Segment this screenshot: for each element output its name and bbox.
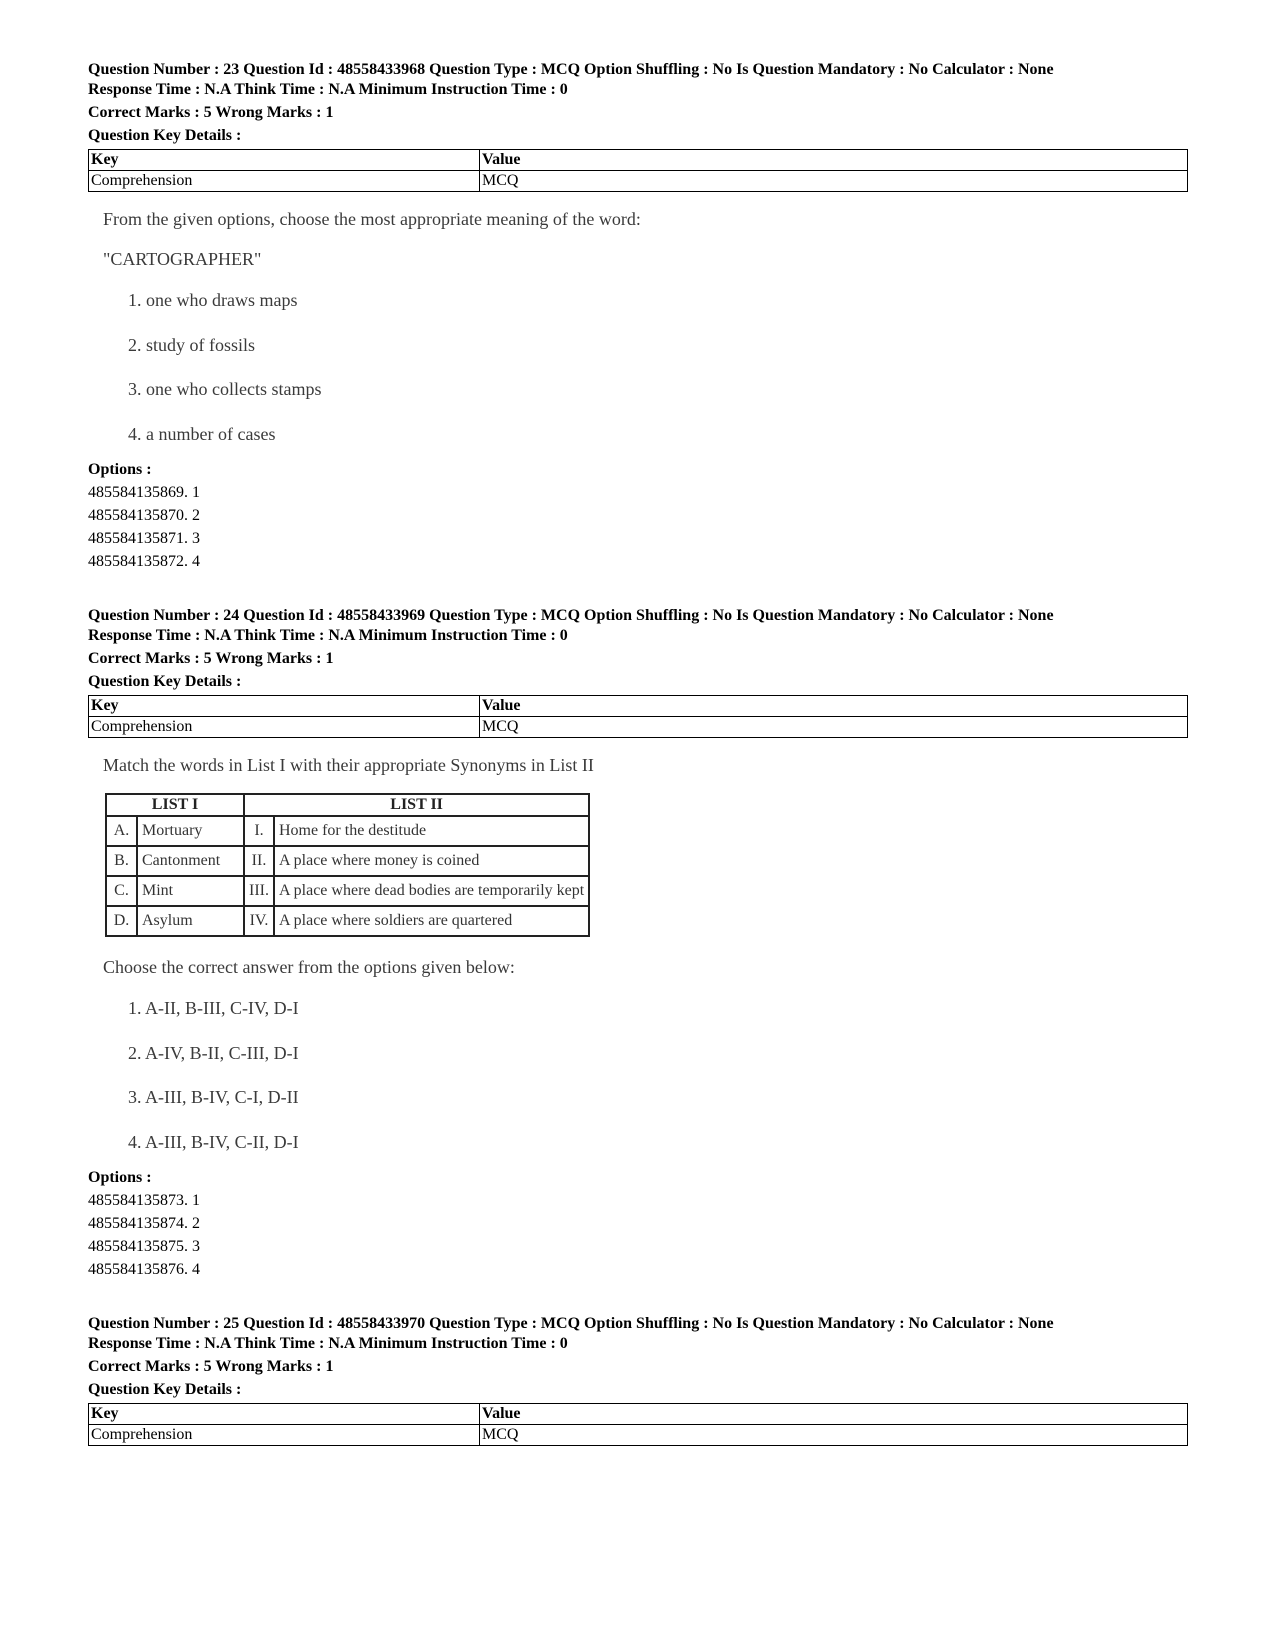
match-row	[106, 846, 589, 876]
match-row	[106, 906, 589, 936]
option-item: 485584135873. 1	[88, 1192, 200, 1209]
meta-line-1: Question Number : 25 Question Id : 48558433970 Question Type : MCQ Option Shuffling : No Is Question Mandatory : No Calculator : None	[88, 1315, 1054, 1332]
marks-line: Correct Marks : 5 Wrong Marks : 1	[88, 1358, 334, 1375]
meta-line-2: Response Time : N.A Think Time : N.A Minimum Instruction Time : 0	[88, 1335, 568, 1352]
choice-item: 3. A-III, B-IV, C-I, D-II	[128, 1087, 299, 1107]
question-meta	[88, 606, 1188, 646]
marks-line: Correct Marks : 5 Wrong Marks : 1	[88, 650, 334, 667]
list-2-description: A place where money is coined	[274, 846, 589, 876]
list-2-description: Home for the destitude	[274, 816, 589, 846]
choice-item: 3. one who collects stamps	[128, 379, 322, 399]
option-item: 485584135872. 4	[88, 553, 200, 570]
key-details-table	[88, 1403, 1188, 1446]
list-2-numeral: III.	[244, 876, 274, 906]
choice-item: 2. A-IV, B-II, C-III, D-I	[128, 1042, 299, 1063]
question-instruction: Choose the correct answer from the options given below:	[103, 957, 515, 977]
key-header: Key	[89, 150, 480, 171]
meta-line-2: Response Time : N.A Think Time : N.A Minimum Instruction Time : 0	[88, 627, 568, 644]
option-item: 485584135871. 3	[88, 530, 200, 547]
question-meta	[88, 1314, 1188, 1354]
list-1-letter: D.	[106, 906, 137, 936]
question-23	[88, 60, 1188, 573]
value-header: Value	[480, 150, 1188, 171]
list-2-description: A place where dead bodies are temporarily kept	[274, 876, 589, 906]
list-1-word: Mint	[137, 876, 244, 906]
key-header: Key	[89, 1404, 480, 1425]
list-2-numeral: IV.	[244, 906, 274, 936]
option-item: 485584135869. 1	[88, 484, 200, 501]
value-cell: MCQ	[480, 171, 1188, 192]
key-cell: Comprehension	[89, 171, 480, 192]
key-cell: Comprehension	[89, 1425, 480, 1446]
marks-line: Correct Marks : 5 Wrong Marks : 1	[88, 104, 334, 121]
question-24	[88, 606, 1188, 1281]
key-details-label: Question Key Details :	[88, 127, 242, 144]
list-2-numeral: II.	[244, 846, 274, 876]
question-body	[88, 752, 1188, 1164]
key-details-table	[88, 149, 1188, 192]
value-cell: MCQ	[480, 1425, 1188, 1446]
meta-line-1: Question Number : 24 Question Id : 48558433969 Question Type : MCQ Option Shuffling : No Is Question Mandatory : No Calculator : None	[88, 607, 1054, 624]
option-item: 485584135876. 4	[88, 1261, 200, 1278]
choice-item: 4. A-III, B-IV, C-II, D-I	[128, 1131, 299, 1152]
choice-item: 1. one who draws maps	[128, 290, 298, 310]
list-1-letter: A.	[106, 816, 137, 846]
list-1-word: Asylum	[137, 906, 244, 936]
match-row	[106, 816, 589, 846]
question-body	[88, 206, 1188, 456]
question-25	[88, 1314, 1188, 1446]
key-details-label: Question Key Details :	[88, 1381, 242, 1398]
list-1-word: Cantonment	[137, 846, 244, 876]
key-cell: Comprehension	[89, 717, 480, 738]
choice-list	[103, 986, 1188, 1164]
key-details-table	[88, 695, 1188, 738]
meta-line-2: Response Time : N.A Think Time : N.A Minimum Instruction Time : 0	[88, 81, 568, 98]
list-2-numeral: I.	[244, 816, 274, 846]
options-label: Options :	[88, 461, 152, 478]
list-2-description: A place where soldiers are quartered	[274, 906, 589, 936]
options-block	[88, 458, 1188, 573]
key-header: Key	[89, 696, 480, 717]
meta-line-1: Question Number : 23 Question Id : 48558433968 Question Type : MCQ Option Shuffling : No Is Question Mandatory : No Calculator : None	[88, 61, 1054, 78]
options-block	[88, 1166, 1188, 1281]
list-2-header: LIST II	[244, 794, 589, 816]
list-1-header: LIST I	[106, 794, 244, 816]
options-label: Options :	[88, 1169, 152, 1186]
match-list-table	[105, 793, 590, 937]
question-word: "CARTOGRAPHER"	[103, 249, 262, 269]
option-item: 485584135874. 2	[88, 1215, 200, 1232]
value-cell: MCQ	[480, 717, 1188, 738]
document-page	[88, 60, 1188, 1446]
value-header: Value	[480, 696, 1188, 717]
choice-list	[103, 278, 1188, 456]
key-details-label: Question Key Details :	[88, 673, 242, 690]
match-row	[106, 876, 589, 906]
choice-item: 2. study of fossils	[128, 334, 256, 355]
option-item: 485584135875. 3	[88, 1238, 200, 1255]
question-prompt: From the given options, choose the most appropriate meaning of the word:	[103, 209, 641, 229]
list-1-letter: C.	[106, 876, 137, 906]
choice-item: 1. A-II, B-III, C-IV, D-I	[128, 998, 299, 1018]
question-meta	[88, 60, 1188, 100]
value-header: Value	[480, 1404, 1188, 1425]
choice-item: 4. a number of cases	[128, 423, 276, 444]
list-1-word: Mortuary	[137, 816, 244, 846]
option-item: 485584135870. 2	[88, 507, 200, 524]
question-prompt: Match the words in List I with their appropriate Synonyms in List II	[103, 755, 594, 775]
list-1-letter: B.	[106, 846, 137, 876]
